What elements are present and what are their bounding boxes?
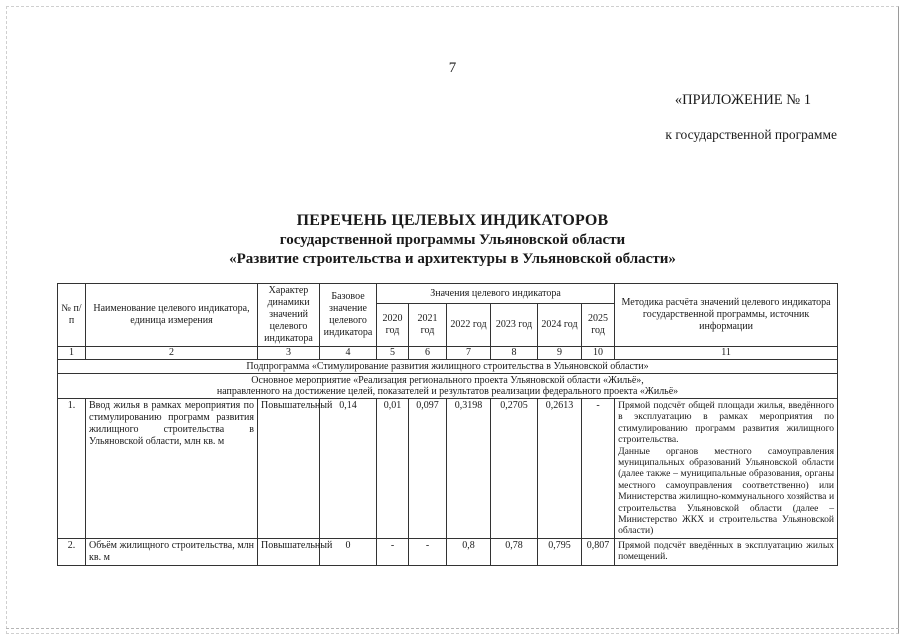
column-numbers-row bbox=[58, 347, 838, 360]
header-year: 2023 год bbox=[491, 304, 538, 347]
column-number: 10 bbox=[582, 347, 615, 360]
value-cell: 0,807 bbox=[582, 538, 615, 565]
header-year: 2021 год bbox=[409, 304, 447, 347]
dynamics-character: Повышательный bbox=[258, 399, 320, 539]
document-title: ПЕРЕЧЕНЬ ЦЕЛЕВЫХ ИНДИКАТОРОВ bbox=[296, 212, 609, 229]
column-number: 5 bbox=[377, 347, 409, 360]
method-cell bbox=[615, 399, 838, 539]
value-cell: 0,78 bbox=[491, 538, 538, 565]
table-row bbox=[58, 538, 838, 565]
table-row bbox=[58, 399, 838, 539]
value-cell: 0,3198 bbox=[447, 399, 491, 539]
appendix-title: «ПРИЛОЖЕНИЕ № 1 bbox=[674, 92, 811, 108]
column-number: 3 bbox=[258, 347, 320, 360]
subprogram-row bbox=[58, 360, 838, 374]
header-name: Наименование целевого индикатора, единица измерения bbox=[86, 284, 258, 347]
indicators-table bbox=[57, 283, 838, 566]
subprogram-title: Подпрограмма «Стимулирование развития жилищного строительства в Ульяновской области» bbox=[58, 360, 838, 374]
value-cell: - bbox=[409, 538, 447, 565]
header-year: 2022 год bbox=[447, 304, 491, 347]
appendix-subtitle: к государственной программе bbox=[665, 127, 837, 142]
value-cell: 0,097 bbox=[409, 399, 447, 539]
header-character: Характер динамики значений целевого индикатора bbox=[258, 284, 320, 347]
row-number: 1. bbox=[58, 399, 86, 539]
document-subtitle-program: государственной программы Ульяновской области bbox=[279, 232, 626, 248]
header-year: 2025 год bbox=[582, 304, 615, 347]
header-year: 2020 год bbox=[377, 304, 409, 347]
column-number: 11 bbox=[615, 347, 838, 360]
method-paragraph: Прямой подсчёт общей площади жилья, введённого в эксплуатацию в рамках мероприятия по стимулированию программ развития жилищного строительства. bbox=[618, 400, 835, 446]
row-number: 2. bbox=[58, 538, 86, 565]
document-subtitle-name: «Развитие строительства и архитектуры в Ульяновской области» bbox=[229, 251, 676, 267]
header-method: Методика расчёта значений целевого индикатора государственной программы, источник информации bbox=[615, 284, 838, 347]
value-cell: - bbox=[582, 399, 615, 539]
value-cell: 0,2613 bbox=[538, 399, 582, 539]
scan-edge bbox=[6, 628, 899, 630]
main-event-line: Основное мероприятие «Реализация регионального проекта Ульяновской области «Жильё», bbox=[251, 375, 644, 386]
base-value: 0 bbox=[320, 538, 377, 565]
value-cell: 0,795 bbox=[538, 538, 582, 565]
column-number: 1 bbox=[58, 347, 86, 360]
value-cell: 0,8 bbox=[447, 538, 491, 565]
value-cell: 0,2705 bbox=[491, 399, 538, 539]
method-cell bbox=[615, 538, 838, 565]
method-paragraph: Прямой подсчёт введённых в эксплуатацию жилых помещений. bbox=[618, 539, 835, 563]
main-event-line: направленного на достижение целей, показателей и результатов реализации федерального проекта «Жильё» bbox=[216, 386, 679, 397]
column-number: 7 bbox=[447, 347, 491, 360]
dynamics-character: Повышательный bbox=[258, 538, 320, 565]
page-number: 7 bbox=[448, 60, 457, 76]
header-values-group: Значения целевого индикатора bbox=[377, 284, 615, 304]
header-no: № п/п bbox=[58, 284, 86, 347]
column-number: 8 bbox=[491, 347, 538, 360]
indicator-name: Ввод жилья в рамках мероприятия по стимулированию программ развития жилищного строительства в Ульяновской области, млн кв. м bbox=[86, 399, 258, 539]
indicator-name: Объём жилищного строительства, млн кв. м bbox=[86, 538, 258, 565]
column-number: 4 bbox=[320, 347, 377, 360]
value-cell: 0,01 bbox=[377, 399, 409, 539]
header-year: 2024 год bbox=[538, 304, 582, 347]
main-event-row bbox=[58, 374, 838, 399]
column-number: 6 bbox=[409, 347, 447, 360]
header-row-top bbox=[58, 284, 838, 304]
column-number: 9 bbox=[538, 347, 582, 360]
main-event-text bbox=[58, 374, 838, 399]
method-paragraph: Данные органов местного самоуправления муниципальных образований Ульяновской области (далее также – муниципальные образования, органы местного самоуправления соответственно) или Министерства жилищно-коммунального хозяйства и строительства Ульяновской области (далее – Министерство ЖКХ и строительства Ульяновской области) bbox=[618, 445, 835, 537]
column-number: 2 bbox=[86, 347, 258, 360]
value-cell: - bbox=[377, 538, 409, 565]
header-base: Базовое значение целевого индикатора bbox=[320, 284, 377, 347]
base-value: 0,14 bbox=[320, 399, 377, 539]
